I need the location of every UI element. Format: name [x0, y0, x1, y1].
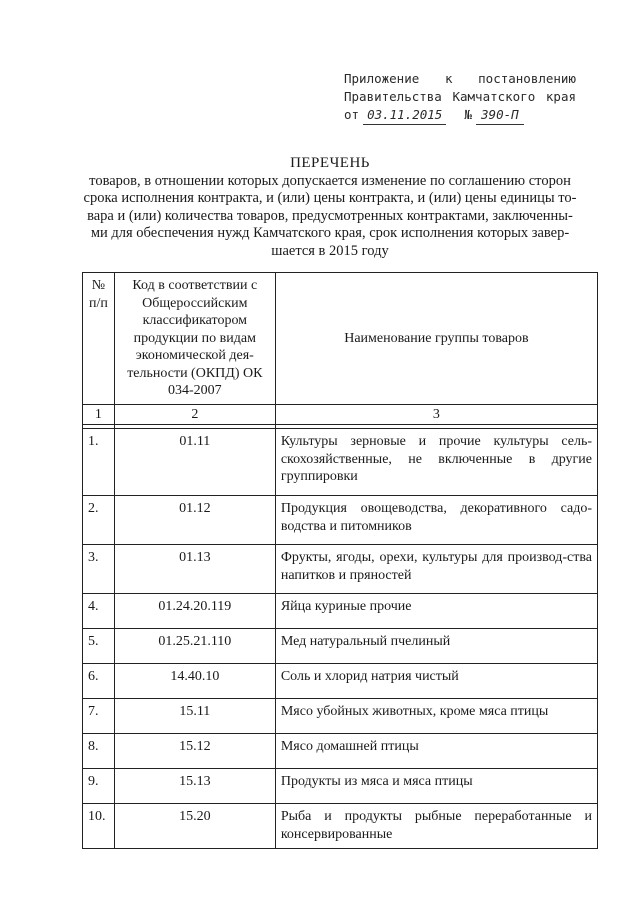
- row-code: 01.11: [114, 429, 275, 496]
- stamp-num-sign: №: [464, 107, 472, 122]
- row-number: 1.: [83, 429, 115, 496]
- stamp-prefix: от: [344, 107, 360, 122]
- stamp-number: 390-П: [476, 106, 524, 125]
- row-name: Мед натуральный пчелиный: [275, 629, 597, 664]
- title-line: вара и (или) количества товаров, предусмотренных контрактами, заключенны-: [87, 207, 573, 224]
- row-number: 7.: [83, 699, 115, 734]
- stamp-line-1: [344, 70, 576, 88]
- header-code: Код в соответствии с Общероссийским классификатором продукции по видам экономической дея-тельности (ОКПД) ОК 034-2007: [114, 273, 275, 405]
- title-line: шается в 2015 году: [271, 242, 389, 259]
- stamp-word: Правительства: [344, 89, 442, 104]
- title-line: ми для обеспечения нужд Камчатского края, срок исполнения которых завер-: [90, 225, 570, 241]
- row-number: 6.: [83, 664, 115, 699]
- table-row: [83, 429, 598, 496]
- row-code: 01.13: [114, 545, 275, 594]
- table-row: [83, 804, 598, 849]
- row-code: 15.12: [114, 734, 275, 769]
- table-row: [83, 734, 598, 769]
- row-name: Яйца куриные прочие: [275, 594, 597, 629]
- row-number: 3.: [83, 545, 115, 594]
- stamp-line-2: [344, 88, 576, 106]
- column-number: 1: [83, 404, 115, 425]
- stamp-word: Камчатского: [452, 89, 536, 104]
- row-number: 5.: [83, 629, 115, 664]
- row-number: 10.: [83, 804, 115, 849]
- table-header-row: [83, 273, 598, 405]
- table-row: [83, 664, 598, 699]
- header-number: № п/п: [83, 273, 115, 405]
- stamp-word: постановлению: [478, 71, 576, 86]
- row-code: 01.25.21.110: [114, 629, 275, 664]
- row-name: Соль и хлорид натрия чистый: [275, 664, 597, 699]
- title-line: срока исполнения контракта, и (или) цены контракта, и (или) цены единицы то-: [83, 190, 577, 206]
- table-row: [83, 594, 598, 629]
- stamp-word: к: [444, 71, 453, 86]
- row-name: Мясо убойных животных, кроме мяса птицы: [275, 699, 597, 734]
- row-code: 15.11: [114, 699, 275, 734]
- row-code: 14.40.10: [114, 664, 275, 699]
- stamp-word: Приложение: [344, 71, 420, 86]
- row-number: 9.: [83, 769, 115, 804]
- row-number: 4.: [83, 594, 115, 629]
- stamp-word: края: [545, 89, 576, 104]
- table-row: [83, 699, 598, 734]
- row-code: 15.13: [114, 769, 275, 804]
- row-name: Культуры зерновые и прочие культуры сель-скохозяйственные, не включенные в другие группировки: [275, 429, 597, 496]
- column-number-row: [83, 404, 598, 425]
- row-name: Мясо домашней птицы: [275, 734, 597, 769]
- stamp-line-3: [344, 106, 576, 125]
- row-code: 15.20: [114, 804, 275, 849]
- row-number: 2.: [83, 496, 115, 545]
- title-line: товаров, в отношении которых допускается изменение по соглашению сторон: [89, 172, 571, 189]
- table-row: [83, 496, 598, 545]
- header-name: Наименование группы товаров: [275, 273, 597, 405]
- row-name: Фрукты, ягоды, орехи, культуры для производ-ства напитков и пряностей: [275, 545, 597, 594]
- row-code: 01.12: [114, 496, 275, 545]
- title-heading: ПЕРЕЧЕНЬ: [290, 155, 370, 171]
- document-title: [60, 155, 600, 260]
- row-name: Продукты из мяса и мяса птицы: [275, 769, 597, 804]
- approval-stamp: [344, 70, 576, 125]
- column-number: 2: [114, 404, 275, 425]
- row-name: Продукция овощеводства, декоративного садо-водства и питомников: [275, 496, 597, 545]
- goods-table: [82, 272, 598, 849]
- table-row: [83, 545, 598, 594]
- row-number: 8.: [83, 734, 115, 769]
- column-number: 3: [275, 404, 597, 425]
- row-code: 01.24.20.119: [114, 594, 275, 629]
- stamp-date: 03.11.2015: [363, 106, 446, 125]
- table-row: [83, 769, 598, 804]
- row-name: Рыба и продукты рыбные переработанные и консервированные: [275, 804, 597, 849]
- table-row: [83, 629, 598, 664]
